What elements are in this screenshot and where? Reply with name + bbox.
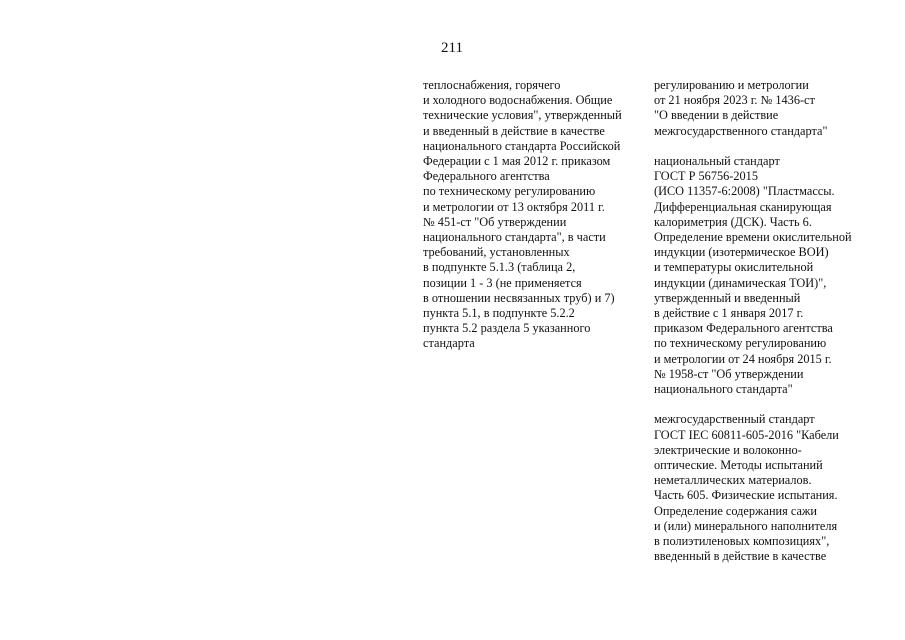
left-column-line: по техническому регулированию	[423, 184, 596, 199]
right-column-line: утвержденный и введенный	[654, 290, 801, 305]
right-column-line: (ИСО 11357-6:2008) "Пластмассы.	[654, 184, 835, 199]
left-column-line: в отношении несвязанных труб) и 7)	[423, 290, 615, 305]
right-column-line: по техническому регулированию	[654, 336, 827, 351]
left-column-line: технические условия", утвержденный	[423, 108, 622, 123]
right-column-line: и (или) минерального наполнителя	[654, 518, 838, 533]
right-column-line: неметаллических материалов.	[654, 473, 812, 488]
right-column-line: индукции (изотермическое ВОИ)	[654, 245, 829, 260]
left-text-column	[423, 78, 638, 352]
left-column-line: стандарта	[423, 336, 475, 351]
left-column-line: теплоснабжения, горячего	[423, 78, 561, 92]
right-column-line: оптические. Методы испытаний	[654, 458, 823, 473]
right-column-line	[654, 397, 899, 412]
right-text-column	[654, 78, 899, 564]
right-column-line: от 21 ноября 2023 г. № 1436-ст	[654, 93, 815, 108]
left-column-line: Федерального агентства	[423, 169, 550, 184]
left-column-line: № 451-ст "Об утверждении	[423, 214, 567, 229]
right-column-line: регулированию и метрологии	[654, 78, 809, 92]
left-column-line: позиции 1 - 3 (не применяется	[423, 275, 582, 290]
right-column-line: Часть 605. Физические испытания.	[654, 488, 838, 503]
right-column-line: и метрологии от 24 ноября 2015 г.	[654, 351, 832, 366]
left-column-line: и холодного водоснабжения. Общие	[423, 93, 613, 108]
right-column-line: межгосударственный стандарт	[654, 412, 815, 427]
right-column-line: в действие с 1 января 2017 г.	[654, 306, 804, 321]
right-column-line	[654, 139, 899, 154]
left-column-line: пункта 5.1, в подпункте 5.2.2	[423, 306, 575, 321]
right-column-line: приказом Федерального агентства	[654, 321, 833, 336]
right-column-line: Определение времени окислительной	[654, 230, 852, 245]
left-column-line: пункта 5.2 раздела 5 указанного	[423, 321, 591, 336]
right-column-line: калориметрия (ДСК). Часть 6.	[654, 214, 812, 229]
right-column-line: национального стандарта"	[654, 382, 793, 397]
right-column-line: ГОСТ IEC 60811-605-2016 "Кабели	[654, 427, 839, 442]
left-column-line: и метрологии от 13 октября 2011 г.	[423, 199, 605, 214]
page-number: 211	[441, 40, 463, 56]
right-column-line: "О введении в действие	[654, 108, 779, 123]
left-column-line: Федерации с 1 мая 2012 г. приказом	[423, 154, 611, 169]
left-column-line: в подпункте 5.1.3 (таблица 2,	[423, 260, 576, 275]
left-column-line: национального стандарта Российской	[423, 138, 621, 153]
right-column-line: индукции (динамическая ТОИ)",	[654, 275, 827, 290]
right-column-line: введенный в действие в качестве	[654, 549, 827, 564]
left-column-line: национального стандарта", в части	[423, 230, 606, 245]
right-column-line: национальный стандарт	[654, 154, 780, 168]
right-column-line: межгосударственного стандарта"	[654, 123, 828, 138]
right-column-line: электрические и волоконно-	[654, 442, 802, 457]
left-column-line: требований, установленных	[423, 245, 570, 260]
right-column-line: № 1958-ст "Об утверждении	[654, 366, 804, 381]
left-column-line: и введенный в действие в качестве	[423, 123, 605, 138]
right-column-line: в полиэтиленовых композициях",	[654, 534, 830, 549]
right-column-line: Определение содержания сажи	[654, 503, 818, 518]
right-column-line: Дифференциальная сканирующая	[654, 199, 832, 214]
right-column-line: ГОСТ Р 56756-2015	[654, 169, 758, 184]
right-column-line: и температуры окислительной	[654, 260, 814, 275]
